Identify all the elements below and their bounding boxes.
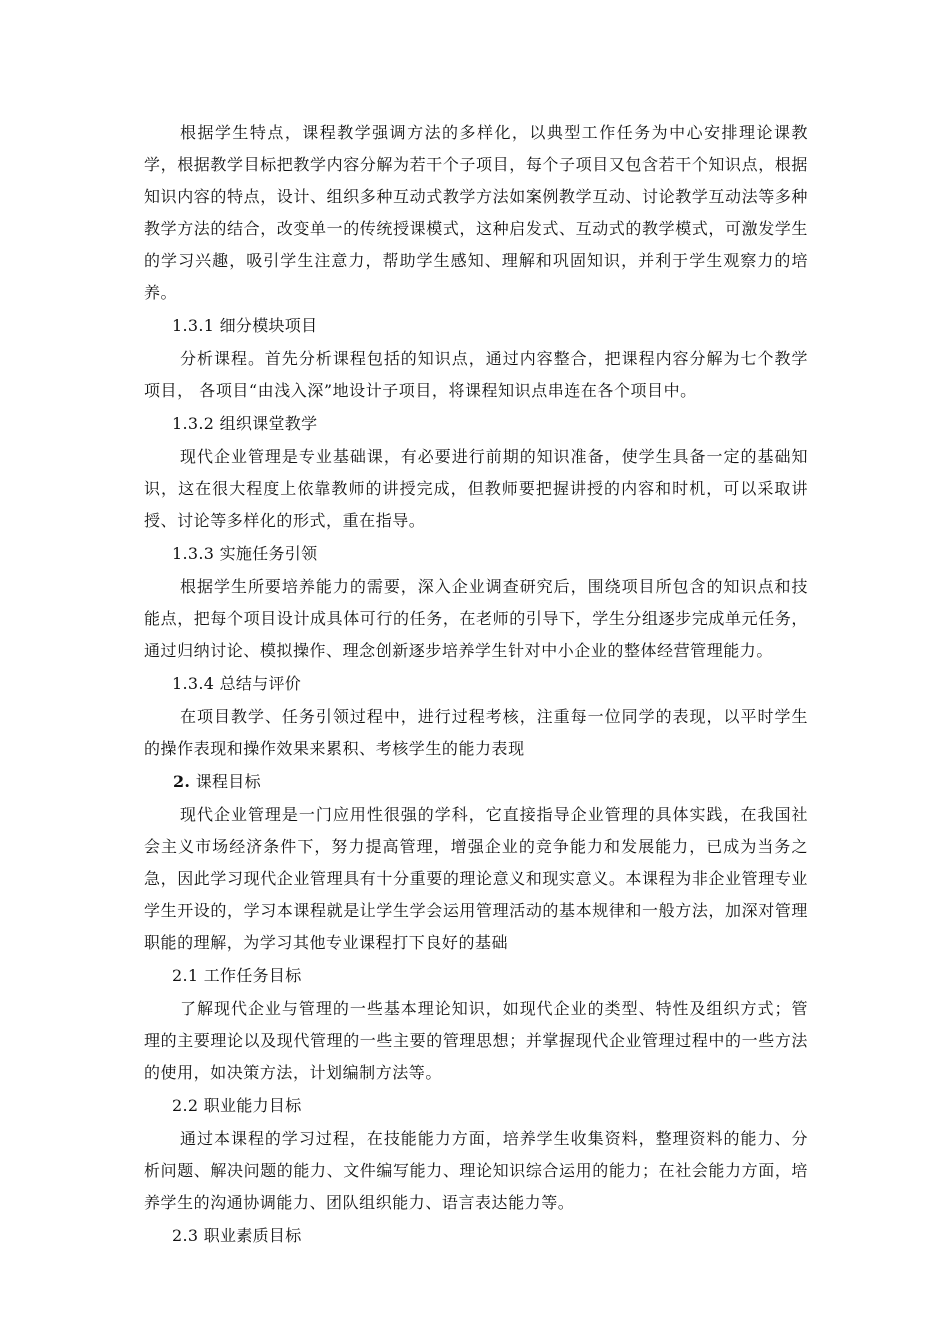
heading-2-label: 课程目标 [190, 772, 261, 791]
paragraph-module-projects: 分析课程。首先分析课程包括的知识点，通过内容整合，把课程内容分解为七个教学项目， 各项目“由浅入深”地设计子项目，将课程知识点串连在各个项目中。 [144, 349, 808, 400]
paragraph-course-objectives: 现代企业管理是一门应用性很强的学科，它直接指导企业管理的具体实践，在我国社会主义市场经济条件下，努力提高管理，增强企业的竞争能力和发展能力，已成为当务之急，因此学习现代企业管理具有十分重要的理论意义和现实意义。本课程为非企业管理专业学生开设的，学习本课程就是让学生学会运用管理活动的基本规律和一般方法，加深对管理职能的理解，为学习其他专业课程打下良好的基础 [144, 805, 808, 952]
heading-1-3-3: 1.3.3 实施任务引领 [172, 544, 318, 563]
paragraph-task-guidance: 根据学生所要培养能力的需要，深入企业调查研究后，围绕项目所包含的知识点和技能点，把每个项目设计成具体可行的任务，在老师的引导下，学生分组逐步完成单元任务，通过归纳讨论、模拟操作、理念创新逐步培养学生针对中小企业的整体经营管理能力。 [144, 577, 808, 660]
heading-1-3-2: 1.3.2 组织课堂教学 [172, 414, 318, 433]
heading-1-3-1: 1.3.1 细分模块项目 [172, 316, 318, 335]
heading-2-1: 2.1 工作任务目标 [172, 966, 302, 985]
heading-2-3: 2.3 职业素质目标 [172, 1226, 302, 1245]
paragraph-vocational-ability: 通过本课程的学习过程，在技能能力方面，培养学生收集资料，整理资料的能力、分析问题、解决问题的能力、文件编写能力、理论知识综合运用的能力；在社会能力方面，培养学生的沟通协调能力、团队组织能力、语言表达能力等。 [144, 1129, 808, 1212]
heading-2-course-objectives [144, 765, 808, 798]
heading-2-number: 2. [173, 772, 191, 791]
document-page [144, 116, 808, 1252]
paragraph-classroom-teaching: 现代企业管理是专业基础课，有必要进行前期的知识准备，使学生具备一定的基础知识，这在很大程度上依靠教师的讲授完成，但教师要把握讲授的内容和时机，可以采取讲授、讨论等多样化的形式，重在指导。 [144, 447, 808, 530]
heading-1-3-4: 1.3.4 总结与评价 [172, 674, 302, 693]
paragraph-work-task-goals: 了解现代企业与管理的一些基本理论知识，如现代企业的类型、特性及组织方式；管理的主要理论以及现代管理的一些主要的管理思想；并掌握现代企业管理过程中的一些方法的使用，如决策方法，计划编制方法等。 [144, 999, 808, 1082]
paragraph-teaching-methods: 根据学生特点，课程教学强调方法的多样化，以典型工作任务为中心安排理论课教学，根据教学目标把教学内容分解为若干个子项目，每个子项目又包含若干个知识点，根据知识内容的特点，设计、组织多种互动式教学方法如案例教学互动、讨论教学互动法等多种教学方法的结合，改变单一的传统授课模式，这种启发式、互动式的教学模式，可激发学生的学习兴趣，吸引学生注意力，帮助学生感知、理解和巩固知识，并利于学生观察力的培养。 [144, 123, 808, 302]
heading-2-2: 2.2 职业能力目标 [172, 1096, 302, 1115]
paragraph-summary-evaluation: 在项目教学、任务引领过程中，进行过程考核，注重每一位同学的表现，以平时学生的操作表现和操作效果来累积、考核学生的能力表现 [144, 707, 808, 758]
